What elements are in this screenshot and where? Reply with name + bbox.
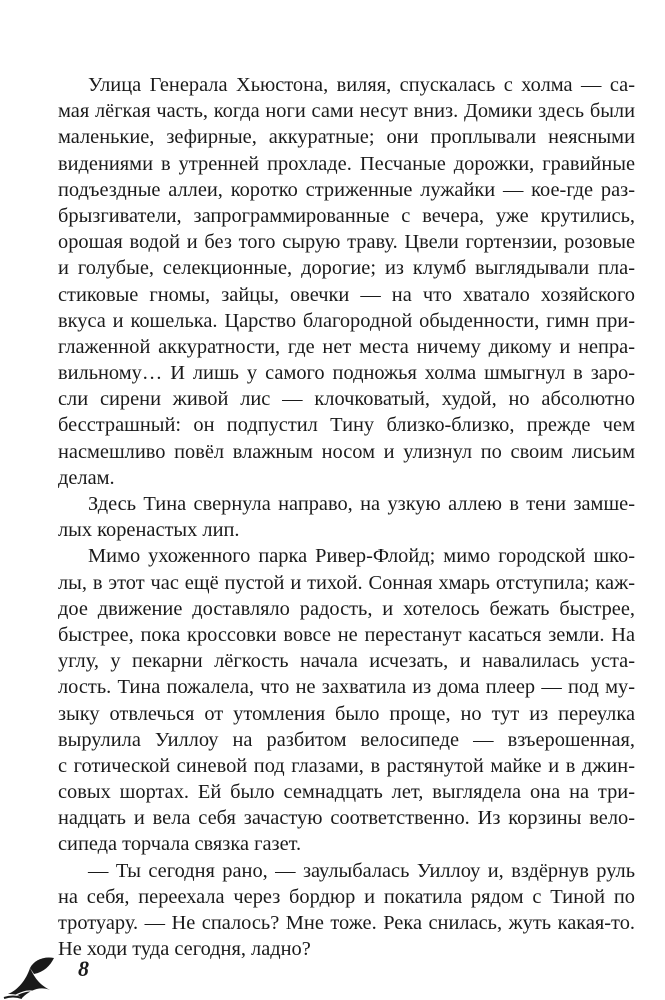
page-number: 8 — [78, 956, 89, 981]
text-line: делам. — [58, 466, 115, 489]
text-line: Здесь Тина свернула направо, на узкую аллею в тени замше- — [88, 493, 635, 515]
text-line: Не ходи туда сегодня, ладно? — [58, 938, 311, 961]
paragraph — [58, 491, 635, 543]
text-line: сли сирени живой лис — клочковатый, худой, но абсолютно — [58, 388, 635, 411]
paragraph — [58, 543, 635, 857]
text-line: надцать и вела себя зачастую соответственно. Из корзины вело- — [58, 807, 635, 830]
text-line: подъездные аллеи, коротко стриженные лужайки — кое-где раз- — [58, 178, 635, 201]
text-line: — Ты сегодня рано, — заулыбалась Уиллоу и, вздёрнув руль — [88, 859, 635, 882]
text-line: мая лёгкая часть, когда ноги сами несут вниз. Домики здесь были — [58, 100, 635, 123]
text-line: насмешливо повёл влажным носом и улизнул по своим лисьим — [58, 440, 635, 463]
leaf-ornament-icon — [0, 950, 110, 1000]
text-line: глаженной аккуратности, где нет места ничему дикому и непра- — [58, 335, 635, 358]
text-line: брызгиватели, запрограммированные с вечера, уже крутились, — [58, 204, 635, 227]
text-line: маленькие, зефирные, аккуратные; они проплывали неясными — [58, 126, 635, 149]
text-line: Улица Генерала Хьюстона, виляя, спускалась с холма — са- — [88, 74, 635, 96]
text-line: бесстрашный: он подпустил Тину близко-близко, прежде чем — [58, 414, 635, 437]
paragraph — [58, 72, 635, 491]
page-text — [58, 72, 635, 962]
text-line: вырулила Уиллоу на разбитом велосипеде — взъерошенная, — [58, 728, 635, 751]
text-line: стиковые гномы, зайцы, овечки — на что хватало хозяйского — [58, 283, 635, 306]
text-line: лы, в этот час ещё пустой и тихой. Сонная хмарь отступила; каж- — [58, 571, 635, 594]
text-line: зыку отвлечься от утомления было проще, но тут из переулка — [58, 702, 635, 725]
text-line: лых коренастых лип. — [58, 519, 240, 542]
text-line: с готической синевой под глазами, в растянутой майке и в джин- — [58, 754, 635, 777]
text-line: вильному… И лишь у самого подножья холма шмыгнул в заро- — [58, 362, 635, 385]
text-line: сипеда торчала связка газет. — [58, 833, 302, 856]
text-line: вкуса и кошелька. Царство благородной обыденности, гимн при- — [58, 309, 635, 332]
paragraph — [58, 858, 635, 963]
text-line: дое движение доставляло радость, и хотелось бежать быстрее, — [58, 597, 635, 620]
text-line: Мимо ухоженного парка Ривер-Флойд; мимо городской шко- — [88, 545, 635, 568]
text-line: на себя, переехала через бордюр и покатила рядом с Тиной по — [58, 885, 635, 908]
text-line: видениями в утренней прохладе. Песчаные дорожки, гравийные — [58, 152, 635, 175]
text-line: орошая водой и без того сырую траву. Цвели гортензии, розовые — [58, 231, 635, 254]
text-line: углу, у пекарни лёгкость начала исчезать, и навалилась уста- — [58, 650, 635, 673]
text-line: тротуару. — Не спалось? Мне тоже. Река снилась, жуть какая-то. — [58, 912, 635, 934]
text-line: и голубые, селекционные, дорогие; из клумб выглядывали пла- — [58, 257, 635, 280]
text-line: быстрее, пока кроссовки вовсе не перестанут касаться земли. На — [58, 623, 635, 646]
text-line: лость. Тина пожалела, что не захватила из дома плеер — под му- — [58, 676, 635, 699]
text-line: совых шортах. Ей было семнадцать лет, выглядела она на три- — [58, 781, 635, 804]
